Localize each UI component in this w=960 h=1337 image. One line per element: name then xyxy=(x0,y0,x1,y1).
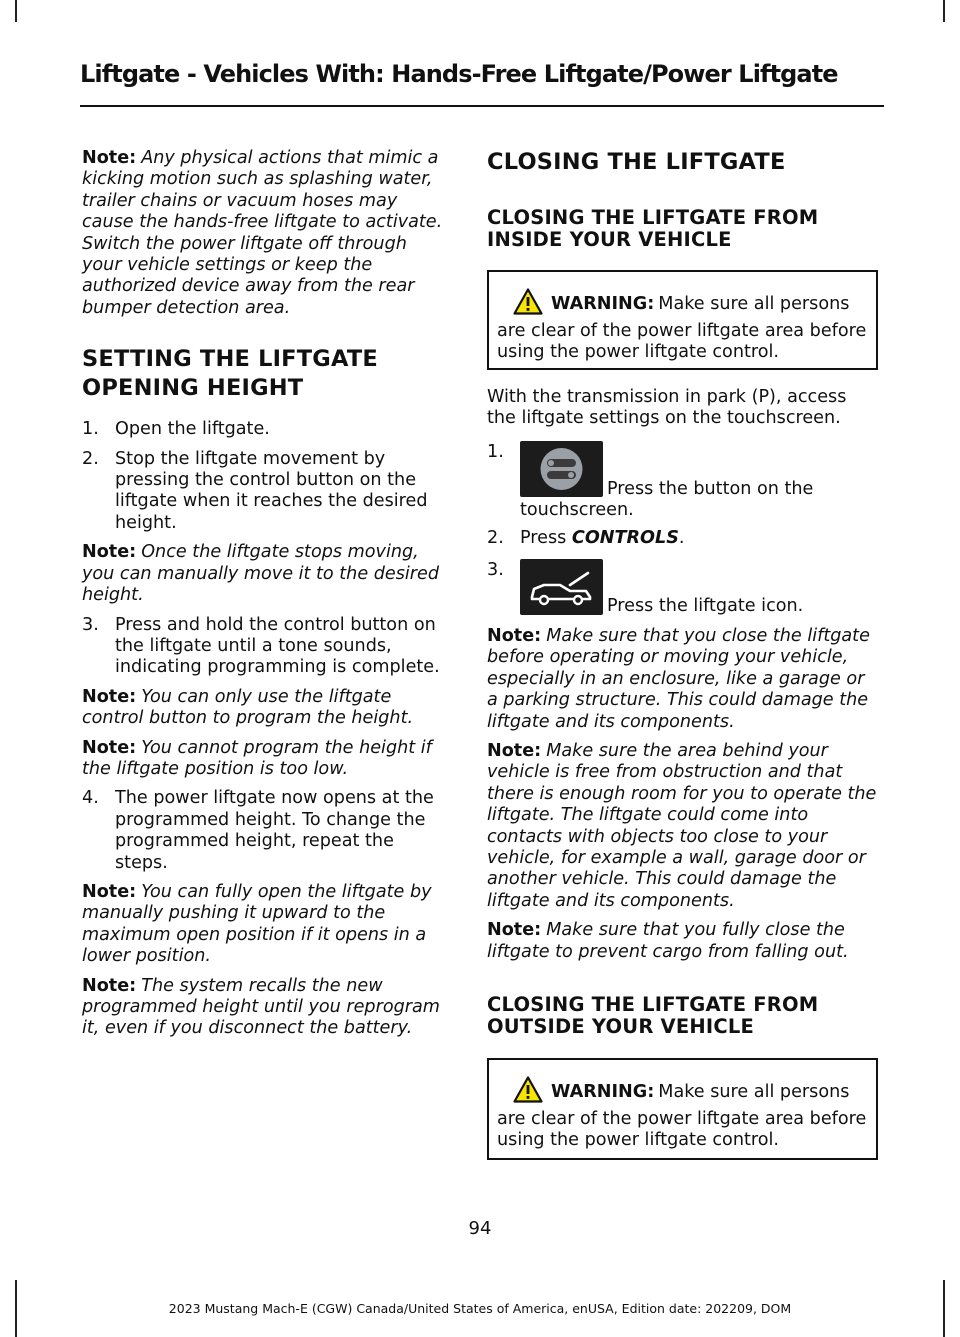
subsection-heading: CLOSING THE LIFTGATE FROM OUTSIDE YOUR VEHICLE xyxy=(487,993,819,1038)
crop-mark xyxy=(943,0,945,22)
note: Note: Make sure that you fully close the liftgate to prevent cargo from falling out. xyxy=(487,920,849,962)
subsection-heading: CLOSING THE LIFTGATE FROM INSIDE YOUR VEHICLE xyxy=(487,206,819,251)
page-header-title: Liftgate - Vehicles With: Hands-Free Liftgate/Power Liftgate xyxy=(80,60,838,88)
warning-box: WARNING: Make sure all persons are clear of the power liftgate area before using the power liftgate control. xyxy=(487,1058,878,1160)
step-text: Press the button on the touchscreen. xyxy=(520,479,814,521)
note: Note: You can only use the liftgate control button to program the height. xyxy=(82,686,414,729)
note: Note: You can fully open the liftgate by manually pushing it upward to the maximum open position if it opens in a lower position. xyxy=(82,881,432,967)
note: Note: Make sure that you close the liftgate before operating or moving your vehicle, especially in an enclosure, like a garage or a parking structure. This could damage the liftgate and its components. xyxy=(487,626,870,732)
warning-triangle-icon xyxy=(513,288,543,321)
step-text: Press CONTROLS. xyxy=(520,528,685,548)
step-number: 2. xyxy=(487,528,504,548)
step-item: 2. Stop the liftgate movement by pressing the control button on the liftgate when it reaches the desired height. xyxy=(82,448,428,533)
header-rule xyxy=(80,105,884,107)
step-item: 3. Press and hold the control button on the liftgate until a tone sounds, indicating programming is complete. xyxy=(82,614,440,678)
note: Note: Make sure the area behind your vehicle is free from obstruction and that there is enough room for you to operate the liftgate. The liftgate could come into contacts with objects too close to your vehicle, for example a wall, garage door or another vehicle. This could damage the liftgate and its components. xyxy=(487,741,877,911)
page-number: 94 xyxy=(468,1218,492,1239)
crop-mark xyxy=(15,0,17,22)
step-item: 4. The power liftgate now opens at the programmed height. To change the programmed height, repeat the steps. xyxy=(82,788,434,873)
left-column xyxy=(82,148,448,1048)
section-heading: CLOSING THE LIFTGATE xyxy=(487,149,786,175)
right-notes xyxy=(487,626,879,971)
warning-box: WARNING: Make sure all persons are clear of the power liftgate area before using the power liftgate control. xyxy=(487,270,878,370)
intro-text: With the transmission in park (P), access the liftgate settings on the touchscreen. xyxy=(487,387,847,429)
section-heading: SETTING THE LIFTGATE OPENING HEIGHT xyxy=(82,346,378,402)
note: Note: You cannot program the height if the liftgate position is too low. xyxy=(82,737,432,779)
step-number: 3. xyxy=(487,560,504,580)
note: Note: The system recalls the new programmed height until you reprogram it, even if you disconnect the battery. xyxy=(82,975,440,1039)
note: Note: Any physical actions that mimic a kicking motion such as splashing water, trailer chains or vacuum hoses may cause the hands-free liftgate to activate. Switch the power liftgate off through your vehicle settings or keep the authorized device away from the rear bumper detection area. xyxy=(82,148,443,318)
step-item: 1. Open the liftgate. xyxy=(82,419,270,440)
step-number: 1. xyxy=(487,442,504,462)
note: Note: Once the liftgate stops moving, you can manually move it to the desired height. xyxy=(82,542,440,606)
step-text: Press the liftgate icon. xyxy=(607,596,804,616)
edition-info: 2023 Mustang Mach-E (CGW) Canada/United States of America, enUSA, Edition date: 202209, DOM xyxy=(168,1301,792,1316)
liftgate-icon xyxy=(520,559,603,615)
warning-triangle-icon xyxy=(513,1076,543,1109)
